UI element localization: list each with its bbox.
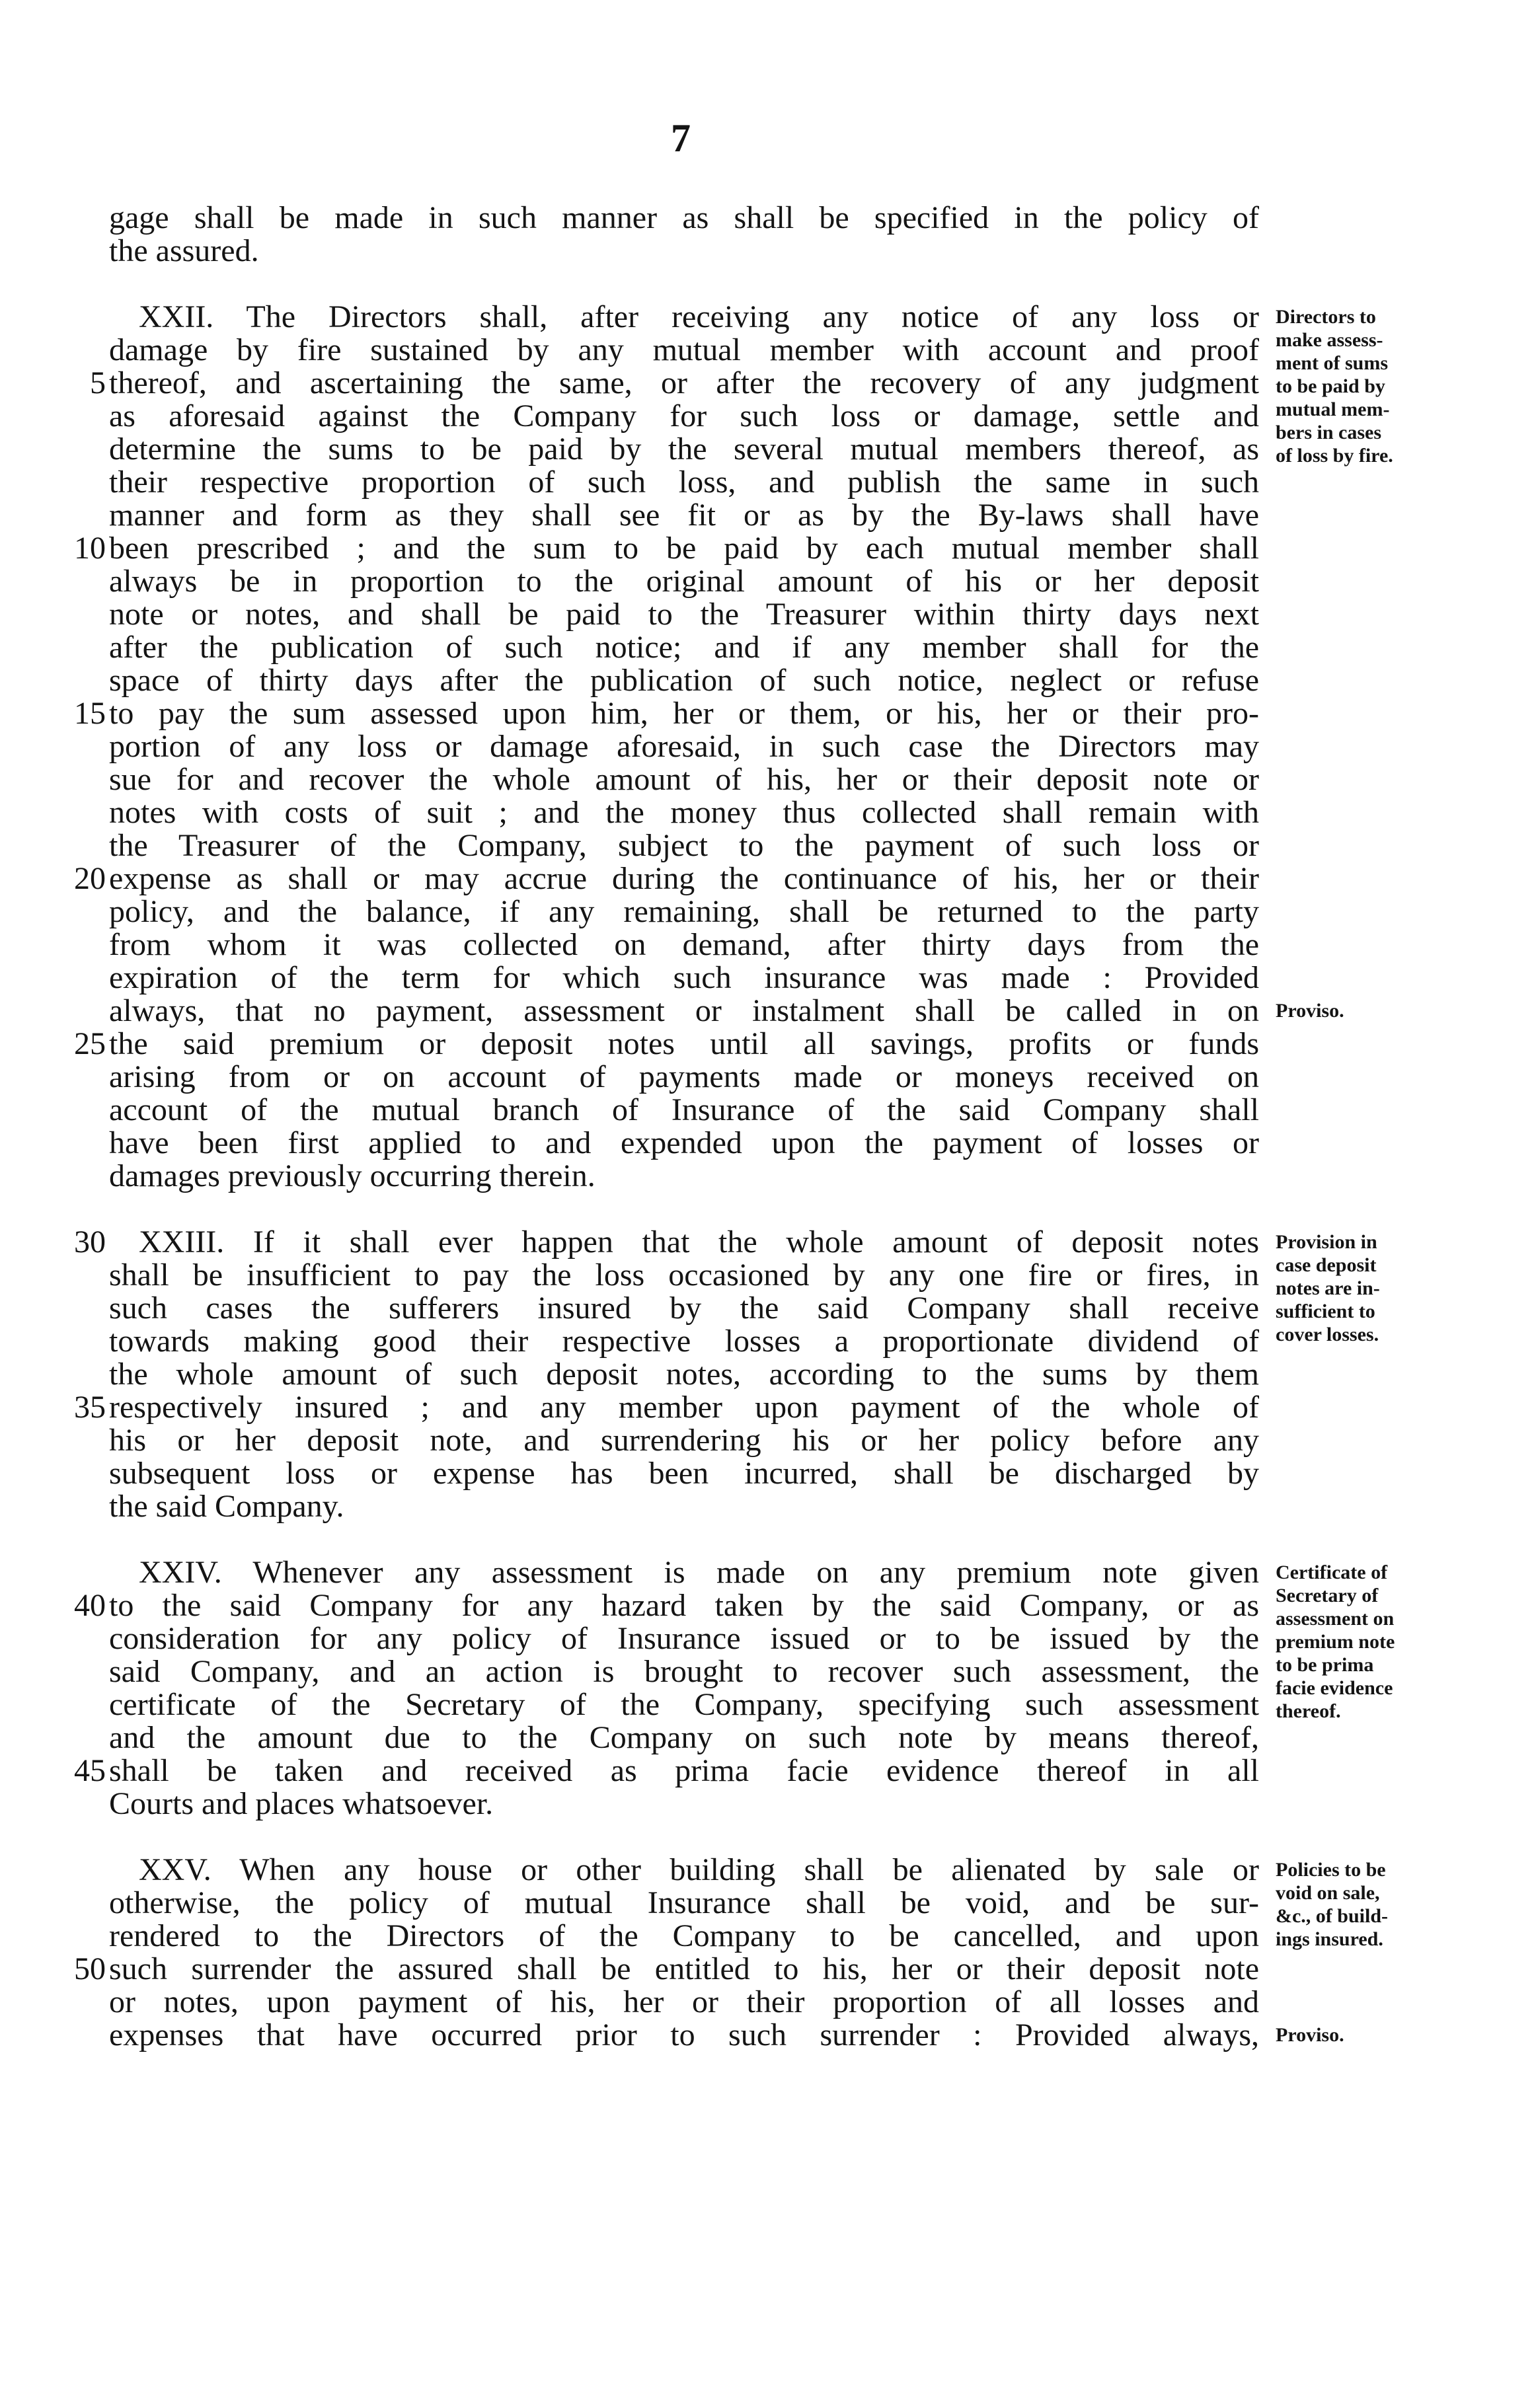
text-line (0, 202, 1536, 235)
line-text: expenses that have occurred prior to such surrender : Provided always, (109, 2017, 1259, 2052)
line-number: 25 (74, 1026, 106, 1061)
sidenote-line: sufficient to (1276, 1300, 1375, 1322)
line-text: thereof, and ascertaining the same, or after the recovery of any judgment (109, 365, 1259, 400)
line-number: 45 (74, 1753, 106, 1788)
sidenote-line: to be prima (1276, 1654, 1374, 1676)
line-text: their respective proportion of such loss, and publish the same in such (109, 465, 1259, 500)
sidenote-line: ings insured. (1276, 1928, 1383, 1950)
line-text: account of the mutual branch of Insurance of the said Company shall (109, 1092, 1259, 1127)
line-text: from whom it was collected on demand, after thirty days from the (109, 927, 1259, 962)
line-text: the said Company. (109, 1489, 344, 1524)
text-line (0, 1391, 1536, 1424)
line-text: have been first applied to and expended upon the payment of losses or (109, 1125, 1259, 1160)
sidenote-line: Directors to (1276, 306, 1376, 328)
line-text: notes with costs of suit ; and the money thus collected shall remain with (109, 795, 1259, 830)
line-text: damages previously occurring therein. (109, 1158, 595, 1193)
line-text: XXIV. Whenever any assessment is made on any premium note given (139, 1555, 1259, 1590)
text-line (0, 1754, 1536, 1787)
text-line (0, 664, 1536, 697)
sidenote-line: cover losses. (1276, 1324, 1379, 1345)
text-line (0, 796, 1536, 829)
text-line (0, 499, 1536, 532)
text-line (0, 1028, 1536, 1061)
line-number: 40 (74, 1588, 106, 1623)
text-line (0, 598, 1536, 631)
sidenote (1276, 305, 1514, 467)
line-text: manner and form as they shall see fit or as by the By-laws shall have (109, 498, 1259, 533)
sidenote (1276, 2023, 1514, 2047)
line-number: 15 (74, 696, 106, 731)
line-text: portion of any loss or damage aforesaid, in such case the Directors may (109, 729, 1259, 764)
text-line (0, 1721, 1536, 1754)
text-line (0, 1094, 1536, 1127)
text-line (0, 532, 1536, 565)
text-line (0, 763, 1536, 796)
sidenote-line: case deposit (1276, 1254, 1377, 1276)
line-text: respectively insured ; and any member upon payment of the whole of (109, 1390, 1259, 1425)
text-line (0, 1953, 1536, 1986)
line-text: shall be taken and received as prima facie evidence thereof in all (109, 1753, 1259, 1788)
line-text: XXV. When any house or other building shall be alienated by sale or (139, 1852, 1259, 1887)
text-line (0, 631, 1536, 664)
sidenote-line: Provision in (1276, 1231, 1377, 1253)
sidenote-line: thereof. (1276, 1700, 1341, 1722)
line-number: 20 (74, 861, 106, 896)
text-line (0, 829, 1536, 862)
line-number: 50 (74, 1951, 106, 1986)
line-text: XXII. The Directors shall, after receiving any notice of any loss or (139, 299, 1259, 334)
line-text: towards making good their respective losses a proportionate dividend of (109, 1324, 1259, 1359)
sidenote-line: to be paid by (1276, 375, 1385, 397)
text-line (0, 1986, 1536, 2019)
line-number: 30 (74, 1224, 106, 1260)
sidenote-line: notes are in- (1276, 1277, 1380, 1299)
text-line (0, 1061, 1536, 1094)
line-text: such surrender the assured shall be entitled to his, her or their deposit note (109, 1951, 1259, 1986)
line-text: note or notes, and shall be paid to the Treasurer within thirty days next (109, 597, 1259, 632)
line-number: 35 (74, 1390, 106, 1425)
text-line (0, 697, 1536, 730)
line-text: his or her deposit note, and surrendering his or her policy before any (109, 1423, 1259, 1458)
line-text: after the publication of such notice; and if any member shall for the (109, 630, 1259, 665)
line-text: gage shall be made in such manner as shall be specified in the policy of (109, 200, 1259, 235)
sidenote-line: mutual mem- (1276, 398, 1390, 420)
line-text: said Company, and an action is brought to recover such assessment, the (109, 1654, 1259, 1689)
line-text: such cases the sufferers insured by the said Company shall receive (109, 1291, 1259, 1326)
text-line (0, 1787, 1536, 1821)
line-text: the assured. (109, 233, 259, 268)
line-text: as aforesaid against the Company for such loss or damage, settle and (109, 398, 1259, 433)
line-text: to the said Company for any hazard taken by the said Company, or as (109, 1588, 1259, 1623)
text-line (0, 1457, 1536, 1490)
line-text: policy, and the balance, if any remaining, shall be returned to the party (109, 894, 1259, 929)
text-line (0, 895, 1536, 928)
text-line (0, 1160, 1536, 1193)
text-line (0, 730, 1536, 763)
line-text: expiration of the term for which such insurance was made : Provided (109, 960, 1259, 995)
line-text: XXIII. If it shall ever happen that the whole amount of deposit notes (139, 1224, 1259, 1260)
line-text: expense as shall or may accrue during the continuance of his, her or their (109, 861, 1259, 896)
line-text: sue for and recover the whole amount of his, her or their deposit note or (109, 762, 1259, 797)
sidenote-line: void on sale, (1276, 1882, 1380, 1904)
line-text: the Treasurer of the Company, subject to the payment of such loss or (109, 828, 1259, 863)
sidenote-line: make assess- (1276, 329, 1383, 351)
line-text: the said premium or deposit notes until all savings, profits or funds (109, 1026, 1259, 1061)
line-text: Courts and places whatsoever. (109, 1786, 494, 1821)
sidenote-line: Certificate of (1276, 1561, 1388, 1583)
line-text: always be in proportion to the original amount of his or her deposit (109, 564, 1259, 599)
line-text: or notes, upon payment of his, her or their proportion of all losses and (109, 1984, 1259, 2019)
sidenote-line: ment of sums (1276, 352, 1388, 374)
text-line (0, 1424, 1536, 1457)
sidenote (1276, 1561, 1514, 1723)
line-text: determine the sums to be paid by the several mutual members thereof, as (109, 432, 1259, 467)
sidenote-line: Proviso. (1276, 1000, 1344, 1022)
text-line (0, 235, 1536, 268)
line-text: consideration for any policy of Insurance issued or to be issued by the (109, 1621, 1259, 1656)
sidenote-line: assessment on (1276, 1608, 1395, 1630)
sidenote-line: Proviso. (1276, 2024, 1344, 2046)
line-text: the whole amount of such deposit notes, according to the sums by them (109, 1357, 1259, 1392)
line-text: certificate of the Secretary of the Company, specifying such assessment (109, 1687, 1259, 1722)
text-line (0, 961, 1536, 995)
sidenote-line: Secretary of (1276, 1585, 1379, 1606)
sidenote (1276, 1858, 1514, 1951)
line-text: arising from or on account of payments made or moneys received on (109, 1059, 1259, 1094)
sidenote-line: of loss by fire. (1276, 445, 1393, 467)
text-line (0, 862, 1536, 895)
text-line (0, 928, 1536, 961)
line-text: shall be insufficient to pay the loss occasioned by any one fire or fires, in (109, 1258, 1259, 1293)
line-number: 10 (74, 531, 106, 566)
sidenote (1276, 999, 1514, 1022)
line-text: rendered to the Directors of the Company to be cancelled, and upon (109, 1918, 1259, 1953)
line-text: to pay the sum assessed upon him, her or them, or his, her or their pro- (109, 696, 1259, 731)
text-line (0, 1127, 1536, 1160)
sidenote-line: bers in cases (1276, 422, 1381, 443)
line-text: subsequent loss or expense has been incurred, shall be discharged by (109, 1456, 1259, 1491)
line-text: otherwise, the policy of mutual Insurance shall be void, and be sur- (109, 1885, 1259, 1920)
sidenote (1276, 1230, 1514, 1346)
page-number: 7 (671, 116, 691, 160)
line-text: damage by fire sustained by any mutual member with account and proof (109, 332, 1259, 367)
text-line (0, 565, 1536, 598)
sidenote-line: Policies to be (1276, 1859, 1386, 1881)
sidenote-line: &c., of build- (1276, 1905, 1389, 1927)
sidenote-line: facie evidence (1276, 1677, 1393, 1699)
text-line (0, 466, 1536, 499)
sidenote-line: premium note (1276, 1631, 1395, 1653)
line-number: 5 (90, 365, 106, 400)
line-text: space of thirty days after the publication of such notice, neglect or refuse (109, 663, 1259, 698)
text-line (0, 1358, 1536, 1391)
line-text: and the amount due to the Company on such note by means thereof, (109, 1720, 1259, 1755)
line-text: been prescribed ; and the sum to be paid by each mutual member shall (109, 531, 1259, 566)
line-text: always, that no payment, assessment or instalment shall be called in on (109, 993, 1259, 1028)
text-line (0, 1490, 1536, 1523)
